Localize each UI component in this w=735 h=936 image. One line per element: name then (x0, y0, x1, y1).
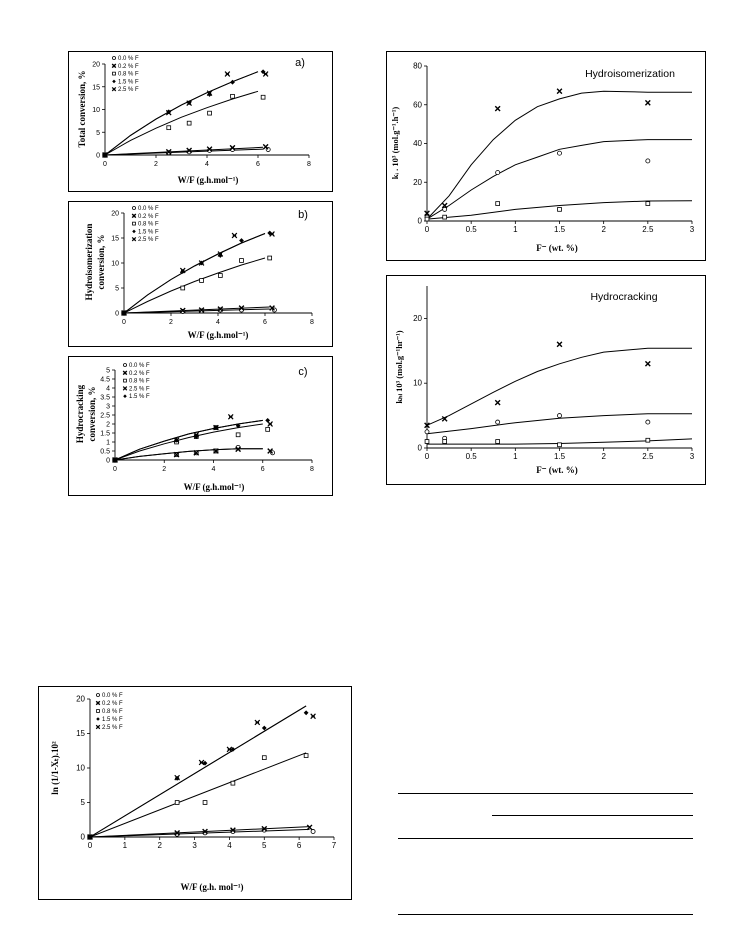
y-tick-label: 1.5 (100, 430, 110, 438)
data-point-x (645, 100, 650, 105)
legend-label: 0.8 % F (129, 378, 150, 385)
data-point-square (231, 94, 235, 98)
data-point-square (266, 427, 270, 431)
data-point-square (187, 121, 191, 125)
data-point-square (181, 286, 185, 290)
y-tick-label: 0.5 (100, 448, 110, 456)
legend-label: 2.5 % F (118, 87, 139, 94)
data-point-square (261, 95, 265, 99)
data-point-star (263, 72, 268, 77)
data-point-star (268, 422, 273, 427)
fit-line (124, 234, 265, 314)
legend-marker (123, 363, 126, 366)
y-axis-label: kᵢ . 10³ (mol.g⁻¹.h⁻¹) (390, 106, 400, 180)
x-tick-label: 2.5 (642, 452, 654, 461)
x-axis-label: W/F (g.h.mol⁻¹) (183, 482, 245, 492)
y-tick-label: 3.5 (100, 394, 110, 402)
legend-marker (112, 87, 116, 91)
legend-marker (96, 717, 100, 721)
data-point-square (208, 111, 212, 115)
x-tick-label: 2 (157, 841, 162, 850)
x-tick-label: 2 (601, 452, 606, 461)
y-axis-label: Hydrocracking (75, 384, 85, 444)
data-point-star (311, 714, 316, 719)
panel-label: c) (298, 366, 308, 378)
y-axis-label: Hydroisomerization (84, 223, 94, 301)
legend-label: 2.5 % F (129, 386, 150, 393)
y-tick-label: 40 (413, 139, 422, 148)
data-point-x (557, 89, 562, 94)
y-tick-label: 5 (115, 285, 119, 293)
data-point-square (425, 217, 429, 221)
data-point-x (557, 342, 562, 347)
data-point-square (200, 279, 204, 283)
x-tick-label: 7 (331, 841, 337, 850)
chart-a (77, 56, 311, 185)
y-tick-label: 4.5 (100, 376, 110, 384)
fit-line (115, 424, 263, 460)
data-point-square (175, 801, 179, 805)
x-tick-label: 0 (87, 841, 93, 850)
legend-label: 0.2 % F (129, 370, 150, 377)
panel-label: a) (295, 57, 305, 69)
x-tick-label: 3 (689, 225, 695, 234)
y-axis-label: conversion, % (96, 234, 106, 290)
legend-marker (96, 701, 100, 705)
legend-marker (132, 206, 135, 209)
x-tick-label: 2 (601, 225, 606, 234)
data-point-circle (496, 420, 500, 424)
data-point-square (425, 440, 429, 444)
x-tick-label: 3 (689, 452, 695, 461)
legend-label: 0.8 % F (102, 709, 123, 715)
x-tick-label: 0 (103, 161, 107, 168)
x-tick-label: 6 (296, 841, 302, 850)
y-tick-label: 20 (413, 177, 422, 187)
data-point-circle (496, 171, 500, 175)
legend-marker (132, 237, 136, 241)
legend-label: 0.0 % F (129, 363, 150, 369)
legend-label: 0.0 % F (138, 206, 159, 212)
y-axis-label: kₕₗ 10³ (mol.g⁻¹hr⁻¹) (394, 330, 404, 404)
data-point-square (496, 202, 500, 206)
legend-marker (113, 72, 116, 75)
x-tick-label: 4 (205, 161, 209, 168)
chart-b (84, 206, 314, 340)
data-point-star (227, 747, 232, 752)
legend-label: 0.8 % F (138, 221, 159, 228)
y-tick-label: 10 (92, 107, 100, 114)
x-axis-label: W/F (g.h. mol⁻¹) (180, 882, 244, 892)
legend-marker (123, 394, 127, 398)
data-point-square (203, 801, 207, 805)
legend-label: 0.2 % F (102, 701, 123, 707)
x-tick-label: 0 (424, 225, 430, 234)
data-point-square (304, 754, 308, 758)
y-tick-label: 10 (413, 378, 422, 388)
data-point-circle (557, 151, 561, 155)
data-point-x (495, 400, 500, 405)
x-tick-label: 4 (227, 841, 232, 850)
legend-marker (96, 693, 99, 696)
y-tick-label: 5 (106, 367, 110, 375)
y-tick-label: 1 (106, 439, 110, 447)
y-tick-label: 15 (76, 729, 85, 738)
x-tick-label: 0.5 (465, 452, 477, 461)
legend-marker (112, 80, 116, 84)
y-axis-label: Total conversion, % (77, 70, 87, 148)
data-point-star (270, 232, 275, 237)
x-tick-label: 1 (513, 452, 518, 461)
data-point-star (228, 414, 233, 419)
x-tick-label: 6 (256, 161, 260, 168)
fit-line (105, 147, 263, 155)
y-tick-label: 3 (106, 403, 110, 411)
fit-line (115, 420, 263, 460)
y-tick-label: 2 (106, 421, 110, 429)
y-tick-label: 20 (92, 61, 100, 69)
legend-marker (132, 214, 136, 218)
x-tick-label: 1.5 (553, 452, 566, 461)
panel-label: Hydroisomerization (585, 68, 675, 80)
fit-line (124, 234, 265, 314)
legend-marker (112, 56, 115, 59)
x-axis-label: F⁻ (wt. %) (536, 243, 578, 253)
x-tick-label: 1 (122, 841, 128, 850)
data-point-x (263, 144, 268, 149)
x-tick-label: 2 (162, 466, 167, 473)
x-tick-label: 0 (122, 319, 126, 326)
x-tick-label: 1 (513, 225, 518, 234)
x-tick-label: 0 (113, 466, 117, 473)
data-point-square (496, 440, 500, 444)
legend-label: 1.5 % F (129, 394, 150, 401)
legend-label: 2.5 % F (102, 725, 123, 731)
y-tick-label: 10 (76, 763, 85, 773)
data-point-circle (443, 207, 447, 211)
legend-label: 2.5 % F (138, 237, 159, 244)
x-tick-label: 8 (307, 161, 311, 168)
y-tick-label: 0 (106, 457, 110, 465)
data-point-diamond (265, 418, 270, 423)
legend-marker (124, 379, 127, 382)
data-point-star (225, 72, 230, 77)
y-axis-label: conversion, % (87, 386, 97, 442)
y-tick-label: 20 (413, 313, 422, 323)
chart-e (390, 62, 695, 254)
data-point-square (443, 215, 447, 219)
data-point-square (646, 438, 650, 442)
data-point-square (558, 443, 562, 447)
data-point-square (443, 440, 447, 444)
x-tick-label: 6 (260, 466, 265, 473)
chart-f (394, 286, 695, 475)
y-tick-label: 15 (111, 235, 119, 243)
data-point-square (558, 207, 562, 211)
y-tick-label: 0 (115, 310, 119, 318)
data-point-square (231, 781, 235, 785)
x-tick-label: 8 (310, 466, 314, 473)
legend-marker (112, 64, 116, 68)
x-tick-label: 5 (262, 841, 267, 850)
legend-label: 0.2 % F (138, 213, 159, 220)
legend-label: 1.5 % F (118, 79, 139, 86)
fit-line (90, 827, 310, 837)
fit-line (115, 420, 263, 460)
y-tick-label: 10 (111, 260, 119, 268)
y-tick-label: 4 (106, 385, 110, 393)
legend-marker (96, 725, 100, 729)
fit-line (90, 753, 306, 837)
y-tick-label: 0 (96, 152, 100, 160)
x-tick-label: 3 (192, 841, 197, 850)
y-tick-label: 0 (417, 443, 422, 453)
x-tick-label: 1.5 (553, 225, 566, 234)
x-tick-label: 6 (263, 319, 267, 326)
legend-label: 1.5 % F (102, 717, 123, 723)
y-tick-label: 5 (96, 129, 100, 137)
data-point-square (236, 433, 240, 437)
data-point-diamond (262, 726, 267, 731)
data-point-circle (557, 414, 561, 418)
chart-d (50, 693, 337, 892)
x-axis-label: F⁻ (wt. %) (536, 465, 578, 475)
chart-c (75, 363, 314, 492)
y-tick-label: 60 (413, 100, 422, 110)
y-tick-label: 0 (417, 216, 422, 226)
y-tick-label: 20 (111, 210, 119, 218)
y-tick-label: 2.5 (100, 412, 110, 420)
legend-label: 1.5 % F (138, 229, 159, 236)
data-point-square (218, 274, 222, 278)
data-point-diamond (304, 710, 309, 715)
legend-label: 0.0 % F (118, 56, 139, 62)
data-point-circle (425, 430, 429, 434)
x-tick-label: 0.5 (465, 225, 477, 234)
legend-marker (132, 230, 136, 234)
y-axis-label: ln (1/1-Xₜ).10² (50, 741, 60, 795)
x-tick-label: 2.5 (642, 225, 654, 234)
legend-label: 0.2 % F (118, 63, 139, 70)
data-point-star (232, 233, 237, 238)
x-tick-label: 4 (216, 319, 220, 326)
data-point-star (199, 760, 204, 765)
data-point-x (495, 106, 500, 111)
x-tick-label: 0 (424, 452, 430, 461)
legend-label: 0.0 % F (102, 693, 123, 699)
data-point-circle (646, 159, 650, 163)
x-axis-label: W/F (g.h.mol⁻¹) (177, 175, 239, 185)
y-tick-label: 15 (92, 84, 100, 92)
x-tick-label: 2 (154, 161, 158, 168)
panel-label: b) (298, 209, 308, 221)
data-point-square (167, 126, 171, 130)
y-tick-label: 80 (413, 61, 422, 71)
fit-line (105, 91, 258, 155)
legend-marker (133, 222, 136, 225)
data-point-star (255, 720, 260, 725)
legend-marker (123, 387, 127, 391)
x-tick-label: 8 (310, 319, 314, 326)
legend-label: 0.8 % F (118, 71, 139, 78)
legend-marker (123, 371, 127, 375)
data-point-square (262, 756, 266, 760)
y-tick-label: 5 (80, 798, 85, 807)
y-tick-label: 20 (76, 694, 85, 704)
data-point-x (307, 825, 312, 830)
legend-marker (97, 710, 100, 713)
data-point-square (268, 256, 272, 260)
data-point-square (646, 202, 650, 206)
panel-label: Hydrocracking (590, 291, 658, 303)
x-tick-label: 2 (169, 319, 173, 326)
data-point-x (645, 361, 650, 366)
x-tick-label: 4 (211, 466, 216, 473)
y-tick-label: 0 (80, 832, 85, 842)
data-point-circle (646, 420, 650, 424)
data-point-square (240, 259, 244, 263)
x-axis-label: W/F (g.h.mol⁻¹) (187, 330, 249, 340)
